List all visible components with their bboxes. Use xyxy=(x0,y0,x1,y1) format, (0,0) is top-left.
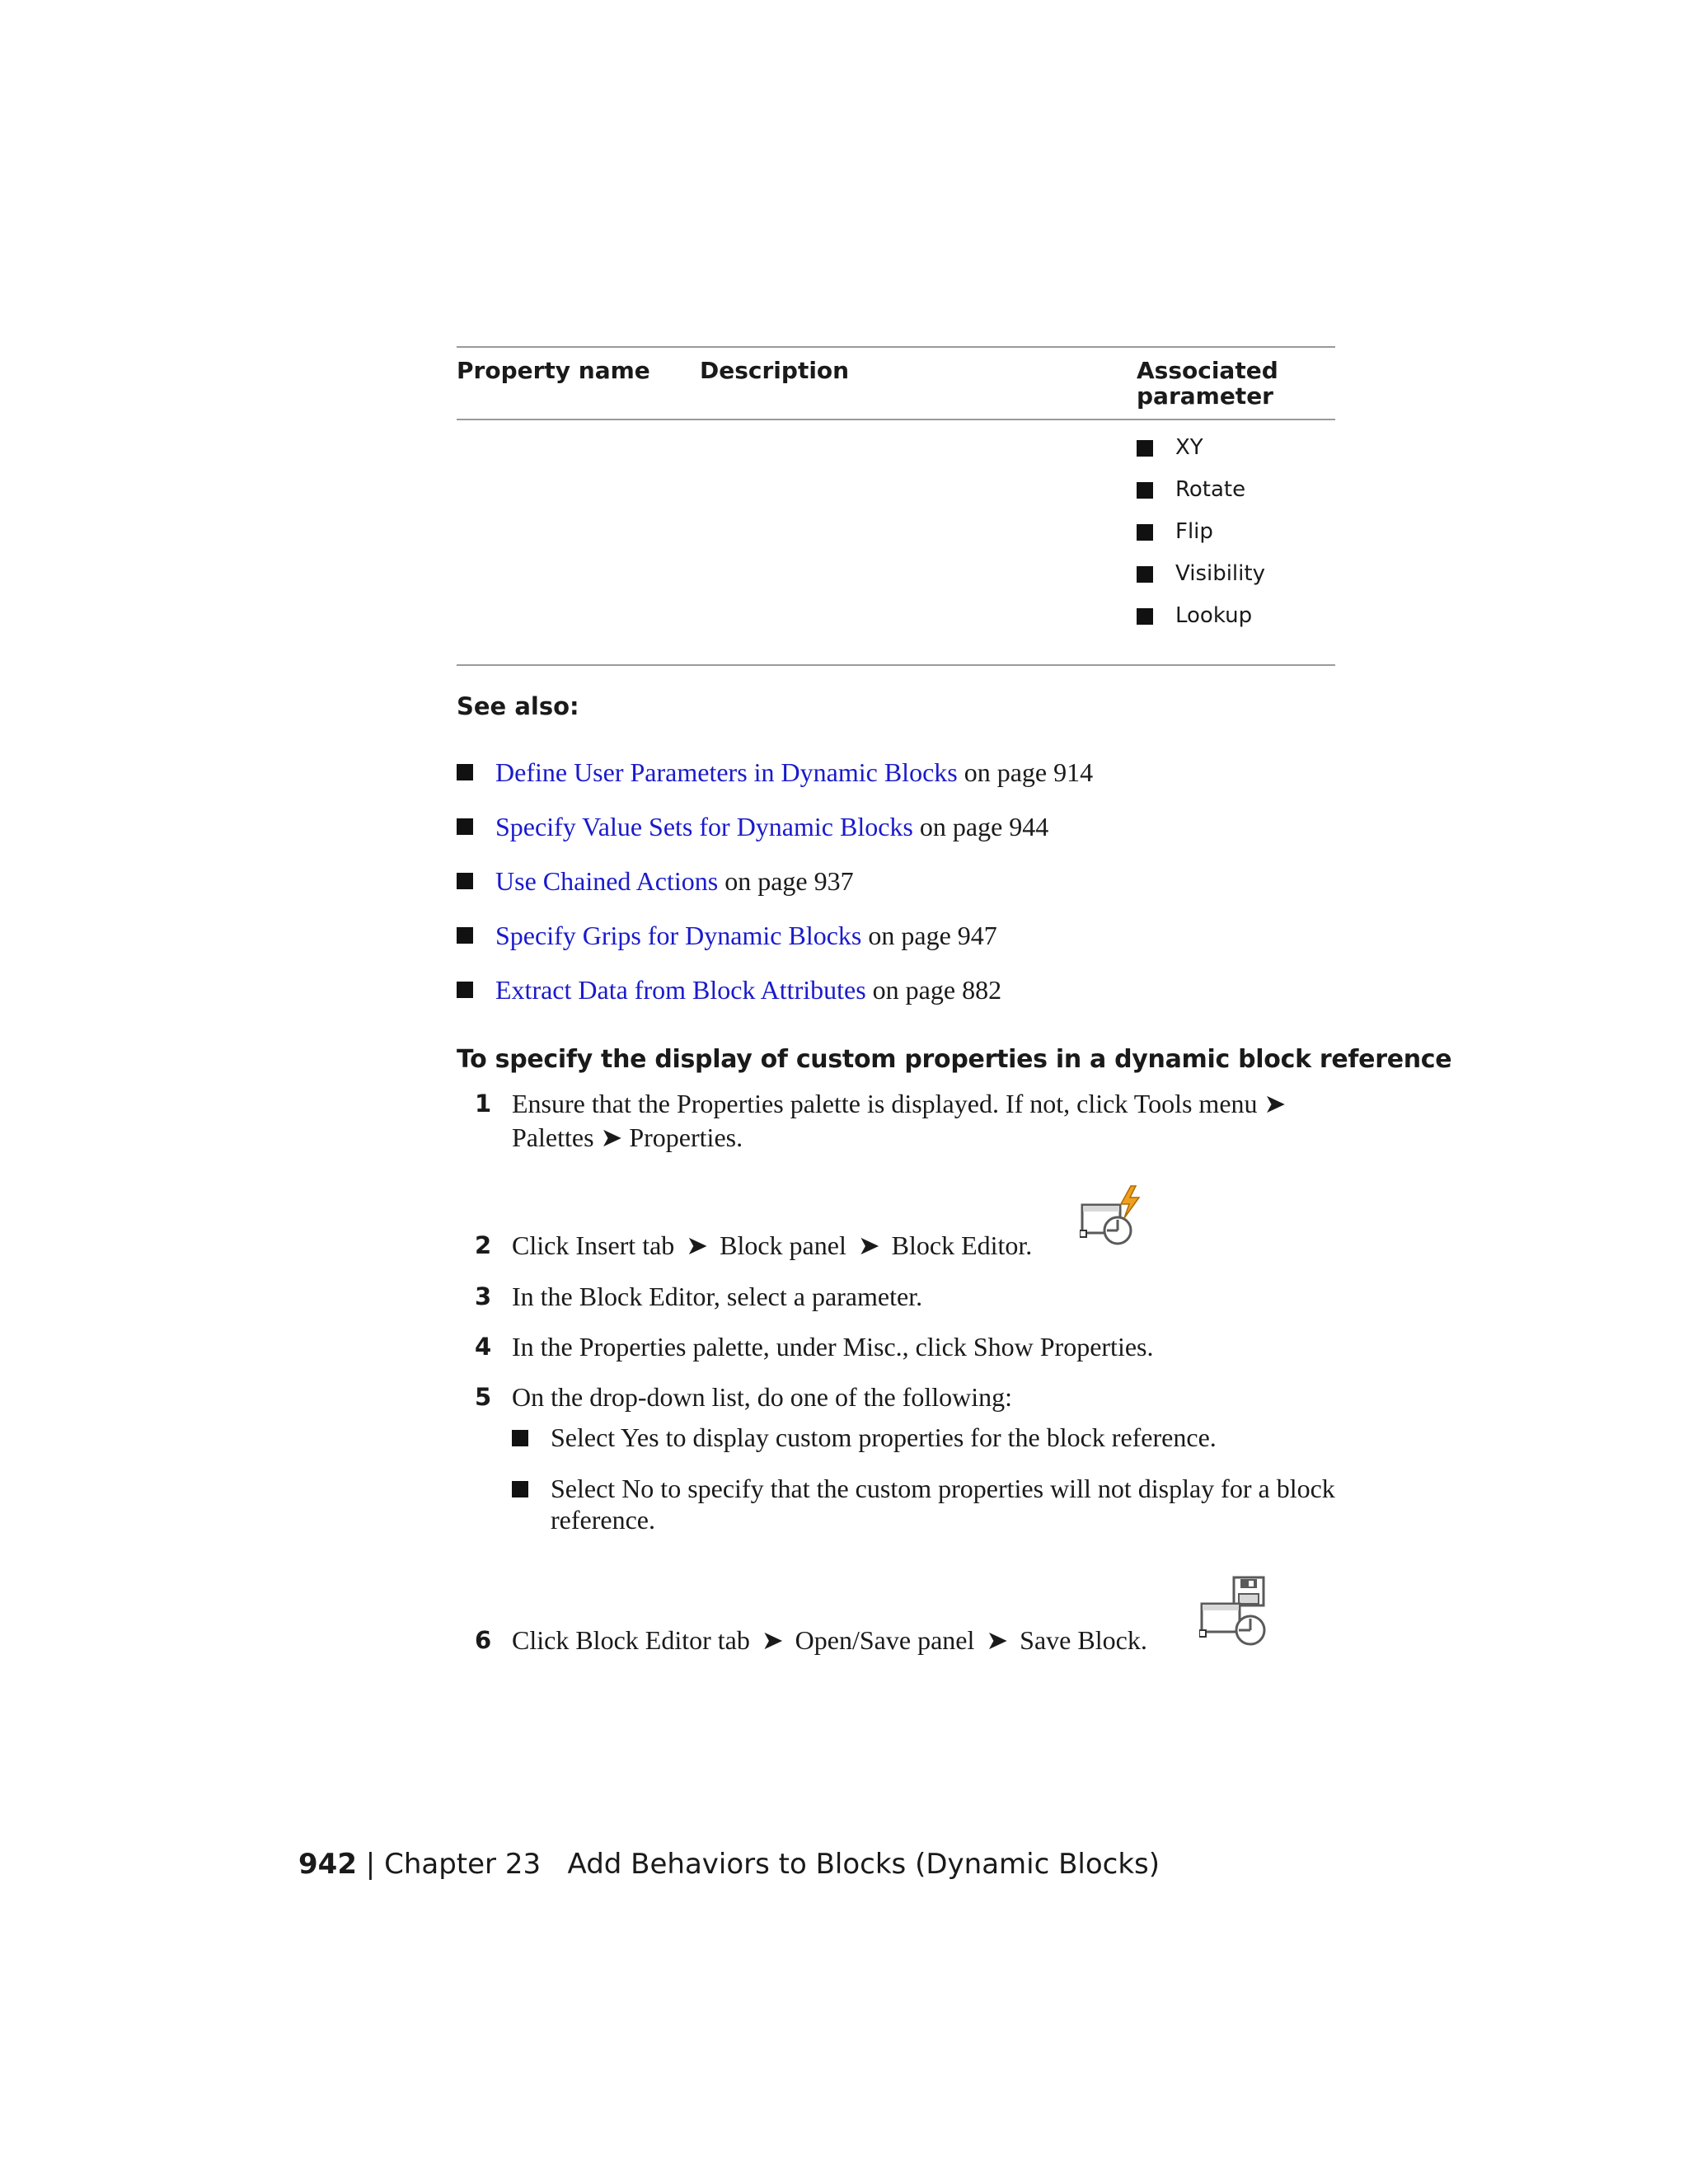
procedure-step-5 xyxy=(457,1380,1339,1417)
step-number: 5 xyxy=(475,1383,492,1411)
step-text: Ensure that the Properties palette is displayed. If not, click Tools menu ➤ Palettes ➤ Properties. xyxy=(512,1089,1287,1152)
procedure-title: To specify the display of custom properties in a dynamic block reference xyxy=(457,1045,1452,1074)
list-item xyxy=(1137,595,1265,637)
parameter-label: Rotate xyxy=(1175,477,1246,502)
step-number: 4 xyxy=(475,1333,492,1361)
ui-path-open-save-panel: Open/Save panel xyxy=(795,1625,975,1655)
link-extract-data[interactable]: Extract Data from Block Attributes xyxy=(495,974,866,1005)
list-item xyxy=(1137,427,1265,469)
bullet-icon xyxy=(1137,482,1153,499)
associated-parameter-list xyxy=(1137,427,1265,637)
procedure-step-2 xyxy=(457,1229,1339,1265)
procedure-step-1 xyxy=(457,1087,1339,1161)
list-item xyxy=(1137,511,1265,553)
ui-path-block-editor: Block Editor. xyxy=(891,1230,1033,1260)
table-row xyxy=(457,420,1335,664)
link-define-user-parameters[interactable]: Define User Parameters in Dynamic Blocks xyxy=(495,757,958,787)
step-text xyxy=(512,1229,1336,1263)
page-reference: on page 914 xyxy=(964,757,1094,787)
see-also-heading: See also: xyxy=(457,692,579,720)
page-footer xyxy=(298,1848,1160,1881)
step-number: 1 xyxy=(475,1090,492,1118)
see-also-item xyxy=(457,963,1093,1017)
bullet-icon xyxy=(457,982,473,998)
chapter-label: Chapter 23 xyxy=(384,1848,542,1881)
parameter-label: Flip xyxy=(1175,519,1213,544)
arrow-icon: ➤ xyxy=(857,1230,880,1260)
bullet-icon xyxy=(512,1430,528,1446)
arrow-icon: ➤ xyxy=(986,1625,1009,1655)
save-block-icon xyxy=(1199,1576,1273,1650)
step-text: On the drop-down list, do one of the following: xyxy=(512,1382,1013,1412)
see-also-item xyxy=(457,854,1093,908)
table-bottom-rule xyxy=(457,664,1335,666)
bullet-icon xyxy=(457,764,473,780)
step-text: In the Block Editor, select a parameter. xyxy=(512,1282,923,1311)
arrow-icon: ➤ xyxy=(686,1230,709,1260)
link-use-chained-actions[interactable]: Use Chained Actions xyxy=(495,865,719,896)
bullet-icon xyxy=(1137,608,1153,625)
page-number: 942 xyxy=(298,1848,357,1881)
page-reference: on page 947 xyxy=(868,920,997,950)
ui-path-block-editor-tab: Click Block Editor tab xyxy=(512,1625,750,1655)
parameter-label: Visibility xyxy=(1175,561,1265,586)
link-specify-grips[interactable]: Specify Grips for Dynamic Blocks xyxy=(495,920,862,950)
bullet-icon xyxy=(1137,440,1153,457)
ui-path-insert-tab: Click Insert tab xyxy=(512,1230,675,1260)
header-description: Description xyxy=(700,357,850,384)
step-number: 6 xyxy=(475,1626,492,1654)
ui-path-save-block: Save Block. xyxy=(1020,1625,1147,1655)
sub-item-text: Select Yes to display custom properties for the block reference. xyxy=(551,1422,1217,1452)
bullet-icon xyxy=(457,818,473,835)
page-reference: on page 937 xyxy=(724,865,854,896)
bullet-icon xyxy=(457,927,473,944)
see-also-item xyxy=(457,745,1093,799)
property-table xyxy=(457,346,1335,666)
ui-path-block-panel: Block panel xyxy=(720,1230,846,1260)
list-item xyxy=(1137,553,1265,595)
see-also-item xyxy=(457,908,1093,963)
step-number: 2 xyxy=(475,1231,492,1259)
page-reference: on page 882 xyxy=(872,974,1002,1005)
sub-list-item xyxy=(512,1422,1336,1455)
procedure-step-4 xyxy=(457,1330,1339,1366)
list-item xyxy=(1137,469,1265,511)
sub-list-item xyxy=(512,1473,1336,1539)
bullet-icon xyxy=(457,873,473,889)
header-associated-parameter: Associated parameter xyxy=(1137,357,1278,410)
link-specify-value-sets[interactable]: Specify Value Sets for Dynamic Blocks xyxy=(495,811,913,841)
page-reference: on page 944 xyxy=(919,811,1049,841)
bullet-icon xyxy=(1137,524,1153,541)
arrow-icon: ➤ xyxy=(761,1625,784,1655)
sub-item-text: Select No to specify that the custom properties will not display for a block reference. xyxy=(551,1474,1335,1535)
bullet-icon xyxy=(1137,566,1153,583)
procedure-step-3 xyxy=(457,1280,1339,1316)
block-editor-icon xyxy=(1080,1183,1154,1253)
footer-separator: | xyxy=(365,1848,376,1881)
step-text: In the Properties palette, under Misc., click Show Properties. xyxy=(512,1332,1154,1361)
bullet-icon xyxy=(512,1481,528,1497)
see-also-item xyxy=(457,799,1093,854)
table-header xyxy=(457,348,1335,419)
step-number: 3 xyxy=(475,1282,492,1310)
parameter-label: Lookup xyxy=(1175,603,1253,628)
parameter-label: XY xyxy=(1175,435,1203,460)
see-also-list xyxy=(457,745,1093,1017)
chapter-title: Add Behaviors to Blocks (Dynamic Blocks) xyxy=(567,1848,1160,1881)
header-property-name: Property name xyxy=(457,357,650,384)
